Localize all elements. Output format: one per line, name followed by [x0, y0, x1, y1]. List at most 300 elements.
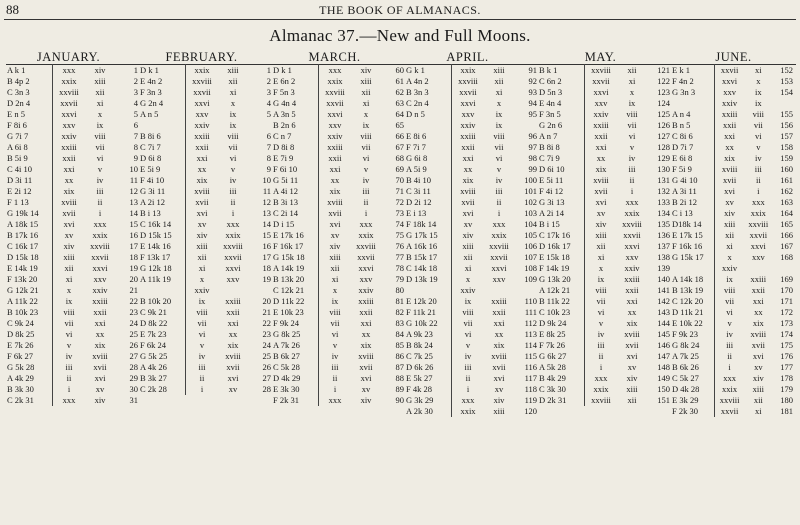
new-moon-value: xi — [198, 263, 206, 273]
new-moon-value: xxvi — [61, 109, 77, 119]
day-letter: G 12k 18 — [139, 263, 186, 274]
table-row — [6, 87, 141, 98]
day-of-year: 70 — [395, 175, 404, 185]
full-moon-value: xix — [493, 340, 505, 350]
full-moon-value: vii — [494, 142, 504, 152]
day-letter: A k 1 — [6, 65, 53, 77]
day-of-year: 77 — [395, 252, 404, 262]
day-letter: A 11k 19 — [139, 274, 186, 285]
new-moon-value: xvii — [195, 197, 209, 207]
new-moon-value: xxvi — [194, 98, 210, 108]
day-letter: B 10k 23 — [6, 307, 53, 318]
day-of-year: 115 — [524, 351, 537, 361]
table-row — [671, 98, 796, 109]
day-letter: C 3n 3 — [6, 87, 53, 98]
full-moon-value: xvii — [625, 340, 639, 350]
day-of-year: 114 — [524, 340, 537, 350]
day-of-year: 112 — [524, 318, 537, 328]
new-moon-value: iii — [597, 340, 605, 350]
day-of-year: 13 — [262, 208, 271, 218]
new-moon-value: xvii — [461, 197, 475, 207]
day-letter: A 4n 2 — [405, 76, 452, 87]
full-moon-value: xi — [755, 406, 762, 416]
day-letter — [405, 120, 452, 131]
new-moon-value: ii — [199, 373, 205, 383]
new-moon-value: x — [332, 285, 338, 295]
day-of-year: 149 — [657, 373, 670, 383]
day-of-year: 93 — [528, 87, 537, 97]
new-moon-value: iv — [597, 329, 605, 339]
day-of-year: 6 — [133, 120, 138, 130]
day-of-year: 28 — [262, 384, 271, 394]
table-row — [405, 120, 540, 131]
day-letter: A 14k 18 — [671, 274, 714, 285]
table-row — [6, 318, 141, 329]
day-letter: G 3n 3 — [671, 87, 714, 98]
table-row — [538, 208, 673, 219]
running-header — [0, 0, 800, 20]
table-row — [6, 219, 141, 230]
table-row — [6, 142, 141, 153]
table-row — [6, 285, 141, 296]
day-letter: A 5i 9 — [405, 164, 452, 175]
new-moon-value: x — [598, 263, 604, 273]
full-moon-value: xi — [495, 87, 503, 97]
full-moon-value: vi — [362, 153, 370, 163]
new-moon-value: xxvii — [326, 98, 344, 108]
new-moon-value: xxii — [461, 142, 475, 152]
day-of-year: 62 — [395, 87, 404, 97]
new-moon-value: xvi — [329, 219, 341, 229]
full-moon-value: xxiii — [358, 296, 374, 306]
new-moon-value: xxix — [460, 65, 476, 75]
table-row — [671, 76, 796, 87]
full-moon-value: iii — [362, 186, 370, 196]
full-moon-value: xxi — [626, 296, 638, 306]
full-moon-value: viii — [752, 109, 764, 119]
new-moon-value: xxx — [62, 395, 76, 405]
table-row — [538, 373, 673, 384]
new-moon-value: xxvii — [720, 65, 739, 75]
day-letter: C 16k 14 — [139, 219, 186, 230]
full-moon-value: x — [97, 109, 103, 119]
day-letter: B 2i 12 — [671, 197, 714, 208]
day-of-year: 21 — [129, 285, 138, 295]
day-letter: F 1 13 — [6, 197, 53, 208]
full-moon-value: xxviii — [223, 241, 243, 251]
full-moon-value: xxviii — [90, 241, 110, 251]
table-row — [139, 351, 274, 362]
new-moon-value: xiv — [63, 241, 75, 251]
day-of-year: 13 — [129, 197, 138, 207]
full-moon-value: vii — [627, 120, 637, 130]
day-of-year: 1 — [266, 65, 271, 75]
new-moon-value: vi — [726, 307, 733, 317]
table-row — [139, 219, 274, 230]
day-of-year: 103 — [524, 208, 537, 218]
full-moon-value: xxvii — [623, 230, 641, 240]
table-row — [538, 120, 673, 131]
full-moon-value: xviii — [358, 351, 374, 361]
day-letter: D 5n 3 — [538, 87, 585, 98]
day-of-year: 139 — [657, 263, 670, 273]
full-moon-value: xx — [627, 307, 637, 317]
day-of-year: 30 — [129, 384, 138, 394]
new-moon-value: ix — [464, 296, 472, 306]
full-moon-value: xvii — [359, 362, 373, 372]
day-letter: G 3i 13 — [538, 197, 585, 208]
new-moon-value: xiii — [196, 241, 208, 251]
table-row — [671, 329, 796, 340]
day-letter: C 5k 27 — [671, 373, 714, 384]
table-row — [6, 208, 141, 219]
full-moon-value: v — [756, 142, 761, 152]
month-name-february: FEBRUARY. — [165, 50, 238, 64]
day-of-year: 20 — [262, 296, 271, 306]
new-moon-value: xxix — [722, 384, 738, 394]
table-row — [538, 175, 673, 186]
new-moon-value: viii — [329, 307, 341, 317]
new-moon-value: xiv — [196, 230, 208, 240]
full-moon-value: xxvi — [358, 263, 374, 273]
day-of-year: 69 — [395, 164, 404, 174]
day-letter: F 4k 28 — [405, 384, 452, 395]
new-moon-value: xvi — [595, 197, 607, 207]
table-row — [405, 362, 540, 373]
day-of-year: 120 — [524, 406, 537, 416]
table-row — [6, 230, 141, 241]
new-moon-value: vii — [463, 318, 473, 328]
new-moon-value: v — [66, 340, 72, 350]
full-moon-value: xvi — [493, 373, 505, 383]
table-row — [405, 164, 540, 175]
table-row — [671, 274, 796, 285]
table-row — [405, 65, 540, 77]
table-row — [272, 362, 407, 373]
table-row — [538, 230, 673, 241]
month-name-june: JUNE. — [715, 50, 752, 64]
new-moon-value: xi — [464, 263, 472, 273]
day-of-year: 163 — [780, 197, 793, 207]
full-moon-value: x — [756, 76, 761, 86]
new-moon-value: xv — [197, 219, 207, 229]
day-of-year: 131 — [657, 175, 670, 185]
table-row — [671, 109, 796, 120]
day-letter: B n 5 — [671, 120, 714, 131]
full-moon-value: xx — [754, 307, 763, 317]
day-letter: E 10k 22 — [671, 318, 714, 329]
new-moon-value: xxx — [723, 373, 736, 383]
full-moon-value: xi — [229, 87, 237, 97]
day-of-year: 160 — [780, 164, 793, 174]
new-moon-value: xiv — [462, 230, 474, 240]
table-row — [671, 395, 796, 406]
full-moon-value: xxix — [750, 208, 766, 218]
table-row — [272, 252, 407, 263]
table-row — [405, 296, 540, 307]
day-letter: B 8k 24 — [405, 340, 452, 351]
new-moon-value: xxiv — [194, 285, 210, 295]
table-row — [139, 109, 274, 120]
day-of-year: 176 — [780, 351, 793, 361]
day-of-year: 22 — [262, 318, 271, 328]
day-letter: G 5i 11 — [272, 175, 319, 186]
full-moon-value: ix — [755, 98, 762, 108]
new-moon-value: x — [465, 274, 471, 284]
table-row — [405, 131, 540, 142]
day-of-year — [514, 285, 540, 296]
full-moon-value: xvi — [94, 373, 106, 383]
day-letter: D k 1 — [139, 65, 186, 77]
table-row — [139, 197, 274, 208]
day-letter: A 12k 21 — [538, 285, 585, 296]
table-row — [272, 87, 407, 98]
full-moon-value: ix — [495, 109, 503, 119]
new-moon-value: xxi — [63, 164, 75, 174]
full-moon-value: vii — [361, 142, 371, 152]
day-letter: E 17k 16 — [272, 230, 319, 241]
new-moon-value: ii — [332, 373, 338, 383]
new-moon-value: xxix — [593, 384, 609, 394]
month-table-march — [272, 64, 407, 406]
day-letter: D 16k 17 — [538, 241, 585, 252]
day-letter: B 11k 22 — [538, 296, 585, 307]
new-moon-value: iv — [726, 329, 733, 339]
table-row — [139, 87, 274, 98]
new-moon-value: xx — [64, 175, 74, 185]
full-moon-value: xii — [95, 87, 105, 97]
day-letter: C 12k 20 — [671, 296, 714, 307]
table-row — [272, 219, 407, 230]
day-letter: G 17k 15 — [405, 230, 452, 241]
day-of-year: 138 — [657, 252, 670, 262]
new-moon-value: xi — [65, 274, 73, 284]
table-row — [6, 109, 141, 120]
table-row — [6, 307, 141, 318]
day-of-year: 95 — [528, 109, 537, 119]
month-table-may — [538, 64, 673, 406]
month-table-january — [6, 64, 141, 406]
table-row — [272, 109, 407, 120]
day-of-year: 98 — [528, 153, 537, 163]
day-of-year: 179 — [780, 384, 793, 394]
day-of-year: 85 — [395, 340, 404, 350]
table-row — [6, 384, 141, 395]
day-of-year: 126 — [657, 120, 670, 130]
new-moon-value: xvii — [328, 208, 342, 218]
table-row — [139, 285, 274, 296]
full-moon-value: iv — [755, 153, 762, 163]
day-letter: A 2k 30 — [405, 406, 452, 417]
full-moon-value: xii — [228, 76, 238, 86]
day-letter: E 8i 6 — [405, 131, 452, 142]
day-letter: B 8i 8 — [538, 142, 585, 153]
day-letter: E 6i 8 — [671, 153, 714, 164]
day-of-year: 171 — [780, 296, 793, 306]
table-row — [671, 197, 796, 208]
full-moon-value: xx — [228, 329, 238, 339]
day-of-year: 100 — [524, 175, 537, 185]
day-letter: F 3n 3 — [139, 87, 186, 98]
full-moon-value: xxx — [625, 197, 639, 207]
new-moon-value: xxviii — [325, 87, 345, 97]
full-moon-value: iii — [495, 186, 503, 196]
day-letter: D 8k 25 — [6, 329, 53, 340]
day-of-year: 66 — [395, 131, 404, 141]
day-letter: F 2k 30 — [671, 406, 714, 417]
new-moon-value: xviii — [61, 197, 77, 207]
new-moon-value: xv — [64, 230, 74, 240]
table-row — [272, 186, 407, 197]
full-moon-value: xxvii — [91, 252, 109, 262]
day-of-year: 146 — [657, 340, 670, 350]
new-moon-value: xxvii — [720, 406, 739, 416]
day-letter: D 8i 8 — [272, 142, 319, 153]
new-moon-value: xxiv — [61, 131, 77, 141]
table-row — [405, 285, 540, 296]
table-row — [139, 373, 274, 384]
day-letter: A 2i 12 — [139, 197, 186, 208]
new-moon-value: xxviii — [719, 395, 740, 405]
new-moon-value: xxv — [461, 109, 475, 119]
day-letter: C 2k 28 — [139, 384, 186, 395]
day-letter: F 4i 10 — [139, 175, 186, 186]
table-row — [272, 373, 407, 384]
table-row — [538, 186, 673, 197]
day-letter: C 3i 11 — [405, 186, 452, 197]
day-letter — [139, 120, 186, 131]
day-of-year: 15 — [262, 230, 271, 240]
full-moon-value: xvi — [752, 351, 764, 361]
full-moon-value: ix — [229, 109, 237, 119]
day-letter: G 4n 4 — [272, 98, 319, 109]
full-moon-value: xxiii — [624, 274, 640, 284]
full-moon-value: xviii — [225, 351, 241, 361]
full-moon-value: iii — [96, 186, 104, 196]
day-letter: E 5i 9 — [139, 164, 186, 175]
day-of-year: 105 — [524, 230, 537, 240]
table-row — [671, 252, 796, 263]
day-of-year: 82 — [395, 307, 404, 317]
table-row — [272, 230, 407, 241]
table-row — [139, 252, 274, 263]
day-of-year: 20 — [129, 274, 138, 284]
table-row — [671, 340, 796, 351]
table-row — [405, 395, 540, 406]
table-row — [6, 351, 141, 362]
new-moon-value: vii — [64, 318, 74, 328]
day-of-year: 106 — [524, 241, 537, 251]
new-moon-value: xxix — [460, 406, 476, 416]
day-of-year: 110 — [524, 296, 537, 306]
table-row — [272, 395, 407, 406]
day-of-year: 29 — [129, 373, 138, 383]
new-moon-value: xx — [330, 175, 340, 185]
table-row — [6, 252, 141, 263]
day-letter: F 3n 5 — [538, 109, 585, 120]
new-moon-value: xxi — [724, 131, 736, 141]
day-letter: A 9k 23 — [405, 329, 452, 340]
full-moon-value: xxii — [492, 307, 506, 317]
new-moon-value: xxii — [594, 131, 608, 141]
new-moon-value: vi — [597, 307, 605, 317]
day-letter: E 14k 19 — [6, 263, 53, 274]
full-moon-value: xiv — [752, 373, 764, 383]
full-moon-value: xxvii — [357, 252, 375, 262]
full-moon-value: xxi — [227, 318, 239, 328]
full-moon-value: xvi — [360, 373, 372, 383]
table-row — [538, 340, 673, 351]
table-row — [538, 318, 673, 329]
day-of-year — [772, 98, 796, 109]
full-moon-value: xxi — [360, 318, 372, 328]
new-moon-value: xxiv — [460, 120, 476, 130]
day-of-year: 89 — [395, 384, 404, 394]
day-letter: D 7i 7 — [671, 142, 714, 153]
new-moon-value: xv — [596, 208, 606, 218]
new-moon-value: xxviii — [591, 395, 611, 405]
day-letter: E k 1 — [671, 65, 714, 77]
full-moon-value: xxii — [359, 307, 373, 317]
full-moon-value: vii — [228, 142, 238, 152]
table-row — [6, 186, 141, 197]
new-moon-value: xxv — [62, 120, 76, 130]
table-row — [405, 241, 540, 252]
full-moon-value: xiv — [360, 65, 372, 75]
new-moon-value: xxi — [329, 164, 341, 174]
new-moon-value: v — [727, 318, 732, 328]
full-moon-value: ix — [362, 120, 370, 130]
table-row — [538, 384, 673, 395]
day-of-year: 148 — [657, 362, 670, 372]
table-row — [139, 76, 274, 87]
new-moon-value: xxx — [328, 65, 342, 75]
full-moon-value: xix — [752, 318, 764, 328]
page-number: 88 — [6, 2, 19, 17]
table-row — [405, 109, 540, 120]
new-moon-value: xxiii — [460, 131, 476, 141]
table-row — [272, 76, 407, 87]
table-row — [139, 208, 274, 219]
new-moon-value: xxviii — [458, 76, 478, 86]
full-moon-value: viii — [493, 131, 505, 141]
day-letter: G k 1 — [405, 65, 452, 77]
day-of-year: 119 — [524, 395, 537, 405]
table-row — [538, 395, 673, 406]
full-moon-value: xvii — [93, 362, 107, 372]
table-row — [538, 263, 673, 274]
table-row — [272, 384, 407, 395]
day-letter: F 5i 9 — [671, 164, 714, 175]
table-row — [6, 395, 141, 406]
table-row — [139, 65, 274, 77]
new-moon-value: xi — [597, 252, 605, 262]
full-moon-value: xv — [627, 362, 637, 372]
full-moon-value: i — [98, 208, 102, 218]
table-row — [139, 362, 274, 373]
full-moon-value: xxii — [93, 307, 107, 317]
day-of-year: 88 — [395, 373, 404, 383]
day-letter: F 6i 10 — [272, 164, 319, 175]
table-row — [272, 285, 407, 296]
day-letter: D 6i 10 — [538, 164, 585, 175]
new-moon-value: i — [67, 384, 71, 394]
day-letter: A 7k 26 — [272, 340, 319, 351]
day-letter: C i 13 — [671, 208, 714, 219]
table-row — [6, 274, 141, 285]
day-of-year: 132 — [657, 186, 670, 196]
table-row — [538, 87, 673, 98]
